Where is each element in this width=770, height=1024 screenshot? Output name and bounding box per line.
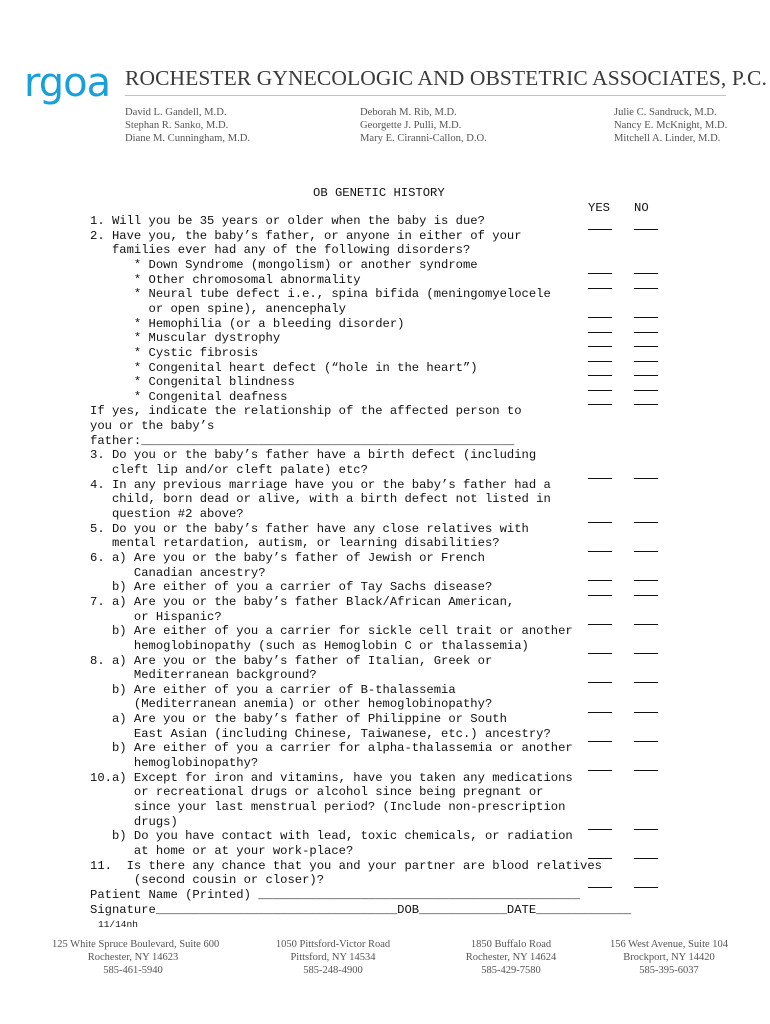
office-city: Rochester, NY 14624 — [465, 952, 557, 963]
office-street: 1050 Pittsford-Victor Road — [275, 939, 391, 950]
no-answer-blank[interactable] — [634, 712, 658, 713]
form-line: * Cystic fibrosis — [90, 345, 259, 360]
no-answer-blank[interactable] — [634, 741, 658, 742]
office-address-3 — [440, 938, 582, 977]
form-line: a) Are you or the baby’s father of Philippine or South — [90, 712, 507, 727]
no-column-header: NO — [634, 201, 649, 215]
form-title: OB GENETIC HISTORY — [313, 186, 445, 200]
form-line: 8. a) Are you or the baby’s father of Italian, Greek or — [90, 653, 493, 668]
form-line: since your last menstrual period? (Include non-prescription — [90, 800, 566, 814]
form-line: mental retardation, autism, or learning disabilities? — [90, 536, 500, 551]
no-answer-blank[interactable] — [634, 346, 658, 347]
doctors-column-2 — [360, 106, 487, 145]
doctor-name: Mitchell A. Linder, M.D. — [614, 133, 721, 144]
form-line: b) Are either of you a carrier for alpha-thalassemia or another — [90, 741, 573, 756]
doctors-column-3 — [614, 106, 727, 145]
form-line: 3. Do you or the baby’s father have a birth defect (including — [90, 448, 537, 463]
yes-answer-blank[interactable] — [588, 273, 612, 274]
form-line: (second cousin or closer)? — [90, 873, 325, 888]
form-line: Mediterranean background? — [90, 668, 317, 683]
form-line: 2. Have you, the baby’s father, or anyone in either of your — [90, 228, 522, 243]
form-line: 11. Is there any chance that you and your partner are blood relatives — [90, 858, 602, 873]
form-line: * Neural tube defect i.e., spina bifida (meningomyelocele — [90, 287, 551, 302]
doctor-name: Julie C. Sandruck, M.D. — [614, 107, 717, 118]
practice-name: ROCHESTER GYNECOLOGIC AND OBSTETRIC ASSOCIATES, P.C. — [125, 66, 767, 90]
revision-code: 11/14nh — [98, 919, 138, 930]
no-answer-blank[interactable] — [634, 887, 658, 888]
no-answer-blank[interactable] — [634, 478, 658, 479]
yes-answer-blank[interactable] — [588, 478, 612, 479]
form-line: b) Are either of you a carrier of Tay Sachs disease? — [90, 580, 493, 595]
doctor-name: Diane M. Cunningham, M.D. — [125, 133, 251, 144]
no-answer-blank[interactable] — [634, 829, 658, 830]
form-line: father:___________________________________________________ — [90, 433, 515, 448]
practice-logo: rgoa — [24, 60, 111, 106]
no-answer-blank[interactable] — [634, 390, 658, 391]
yes-answer-blank[interactable] — [588, 229, 612, 230]
yes-answer-blank[interactable] — [588, 741, 612, 742]
yes-answer-blank[interactable] — [588, 551, 612, 552]
no-answer-blank[interactable] — [634, 332, 658, 333]
no-answer-blank[interactable] — [634, 522, 658, 523]
form-line: or Hispanic? — [90, 609, 222, 624]
office-address-1 — [52, 938, 220, 977]
form-line: Patient Name (Printed) ____________________________________________ — [90, 887, 581, 902]
office-city: Pittsford, NY 14534 — [290, 952, 376, 963]
form-line: If yes, indicate the relationship of the affected person to — [90, 404, 522, 419]
office-phone: 585-248-4900 — [303, 965, 363, 976]
form-line: East Asian (including Chinese, Taiwanese, etc.) ancestry? — [90, 726, 551, 741]
form-line: 6. a) Are you or the baby’s father of Jewish or French — [90, 550, 485, 565]
form-line: or open spine), anencephaly — [90, 301, 346, 316]
form-line: hemoglobinopathy (such as Hemoglobin C or thalassemia) — [90, 638, 529, 653]
yes-answer-blank[interactable] — [588, 682, 612, 683]
form-line: (Mediterranean anemia) or other hemoglobinopathy? — [90, 697, 493, 712]
office-phone: 585-429-7580 — [481, 965, 541, 976]
office-address-4 — [598, 938, 740, 977]
no-answer-blank[interactable] — [634, 653, 658, 654]
form-line: 4. In any previous marriage have you or the baby’s father had a — [90, 477, 551, 492]
form-line: 5. Do you or the baby’s father have any close relatives with — [90, 521, 529, 536]
yes-answer-blank[interactable] — [588, 390, 612, 391]
no-answer-blank[interactable] — [634, 858, 658, 859]
form-line: * Down Syndrome (mongolism) or another syndrome — [90, 257, 478, 272]
no-answer-blank[interactable] — [634, 595, 658, 596]
form-line: drugs) — [90, 814, 178, 829]
form-line: Signature_________________________________DOB____________DATE_____________ — [90, 902, 632, 917]
form-line: b) Are either of you a carrier for sickle cell trait or another — [90, 624, 573, 639]
form-line: question #2 above? — [90, 507, 244, 521]
office-street: 1850 Buffalo Road — [470, 939, 552, 950]
form-line: 7. a) Are you or the baby’s father Black/African American, — [90, 594, 515, 609]
office-city: Rochester, NY 14623 — [87, 952, 179, 963]
no-answer-blank[interactable] — [634, 229, 658, 230]
doctor-name: Georgette J. Pulli, M.D. — [360, 120, 462, 131]
form-line: 1. Will you be 35 years or older when the baby is due? — [90, 214, 485, 228]
yes-answer-blank[interactable] — [588, 288, 612, 289]
no-answer-blank[interactable] — [634, 580, 658, 581]
yes-answer-blank[interactable] — [588, 522, 612, 523]
form-line: * Congenital deafness — [90, 389, 288, 404]
no-answer-blank[interactable] — [634, 682, 658, 683]
header-divider — [125, 95, 726, 96]
form-line: or recreational drugs or alcohol since being pregnant or — [90, 785, 544, 800]
office-address-2 — [262, 938, 404, 977]
form-line: you or the baby’s — [90, 419, 215, 434]
yes-answer-blank[interactable] — [588, 595, 612, 596]
yes-answer-blank[interactable] — [588, 653, 612, 654]
form-line: cleft lip and/or cleft palate) etc? — [90, 463, 368, 478]
doctors-column-1 — [125, 106, 250, 145]
no-answer-blank[interactable] — [634, 375, 658, 376]
yes-answer-blank[interactable] — [588, 317, 612, 318]
yes-answer-blank[interactable] — [588, 712, 612, 713]
yes-answer-blank[interactable] — [588, 887, 612, 888]
yes-column-header: YES — [588, 201, 610, 215]
form-line: at home or at your work-place? — [90, 843, 354, 858]
yes-answer-blank[interactable] — [588, 375, 612, 376]
no-answer-blank[interactable] — [634, 361, 658, 362]
doctor-name: David L. Gandell, M.D. — [125, 107, 227, 118]
yes-answer-blank[interactable] — [588, 858, 612, 859]
doctor-name: Mary E. Ciranni-Callon, D.O. — [360, 133, 487, 144]
doctor-name: Stephan R. Sanko, M.D. — [125, 120, 229, 131]
office-phone: 585-461-5940 — [103, 965, 163, 976]
yes-answer-blank[interactable] — [588, 332, 612, 333]
no-answer-blank[interactable] — [634, 770, 658, 771]
office-city: Brockport, NY 14420 — [623, 952, 715, 963]
form-line: * Muscular dystrophy — [90, 331, 281, 346]
doctor-name: Nancy E. McKnight, M.D. — [614, 120, 728, 131]
form-line: b) Do you have contact with lead, toxic chemicals, or radiation — [90, 829, 573, 844]
no-answer-blank[interactable] — [634, 317, 658, 318]
form-line: child, born dead or alive, with a birth defect not listed in — [90, 492, 551, 507]
yes-answer-blank[interactable] — [588, 829, 612, 830]
form-line: * Other chromosomal abnormality — [90, 272, 361, 287]
no-answer-blank[interactable] — [634, 288, 658, 289]
yes-answer-blank[interactable] — [588, 361, 612, 362]
form-line: * Hemophilia (or a bleeding disorder) — [90, 316, 405, 331]
no-answer-blank[interactable] — [634, 273, 658, 274]
form-line: families ever had any of the following disorders? — [90, 243, 471, 258]
form-line: hemoglobinopathy? — [90, 756, 259, 771]
form-line: 10.a) Except for iron and vitamins, have you taken any medications — [90, 770, 573, 785]
doctor-name: Deborah M. Rib, M.D. — [360, 107, 457, 118]
yes-answer-blank[interactable] — [588, 624, 612, 625]
office-street: 125 White Spruce Boulevard, Suite 600 — [52, 939, 220, 950]
no-answer-blank[interactable] — [634, 404, 658, 405]
office-street: 156 West Avenue, Suite 104 — [609, 939, 729, 950]
no-answer-blank[interactable] — [634, 551, 658, 552]
yes-answer-blank[interactable] — [588, 770, 612, 771]
form-line: b) Are either of you a carrier of B-thalassemia — [90, 682, 456, 697]
yes-answer-blank[interactable] — [588, 346, 612, 347]
yes-answer-blank[interactable] — [588, 580, 612, 581]
yes-answer-blank[interactable] — [588, 404, 612, 405]
office-phone: 585-395-6037 — [639, 965, 699, 976]
form-line: * Congenital blindness — [90, 375, 295, 390]
no-answer-blank[interactable] — [634, 624, 658, 625]
form-line: * Congenital heart defect (“hole in the heart”) — [90, 360, 478, 375]
form-line: Canadian ancestry? — [90, 565, 266, 580]
